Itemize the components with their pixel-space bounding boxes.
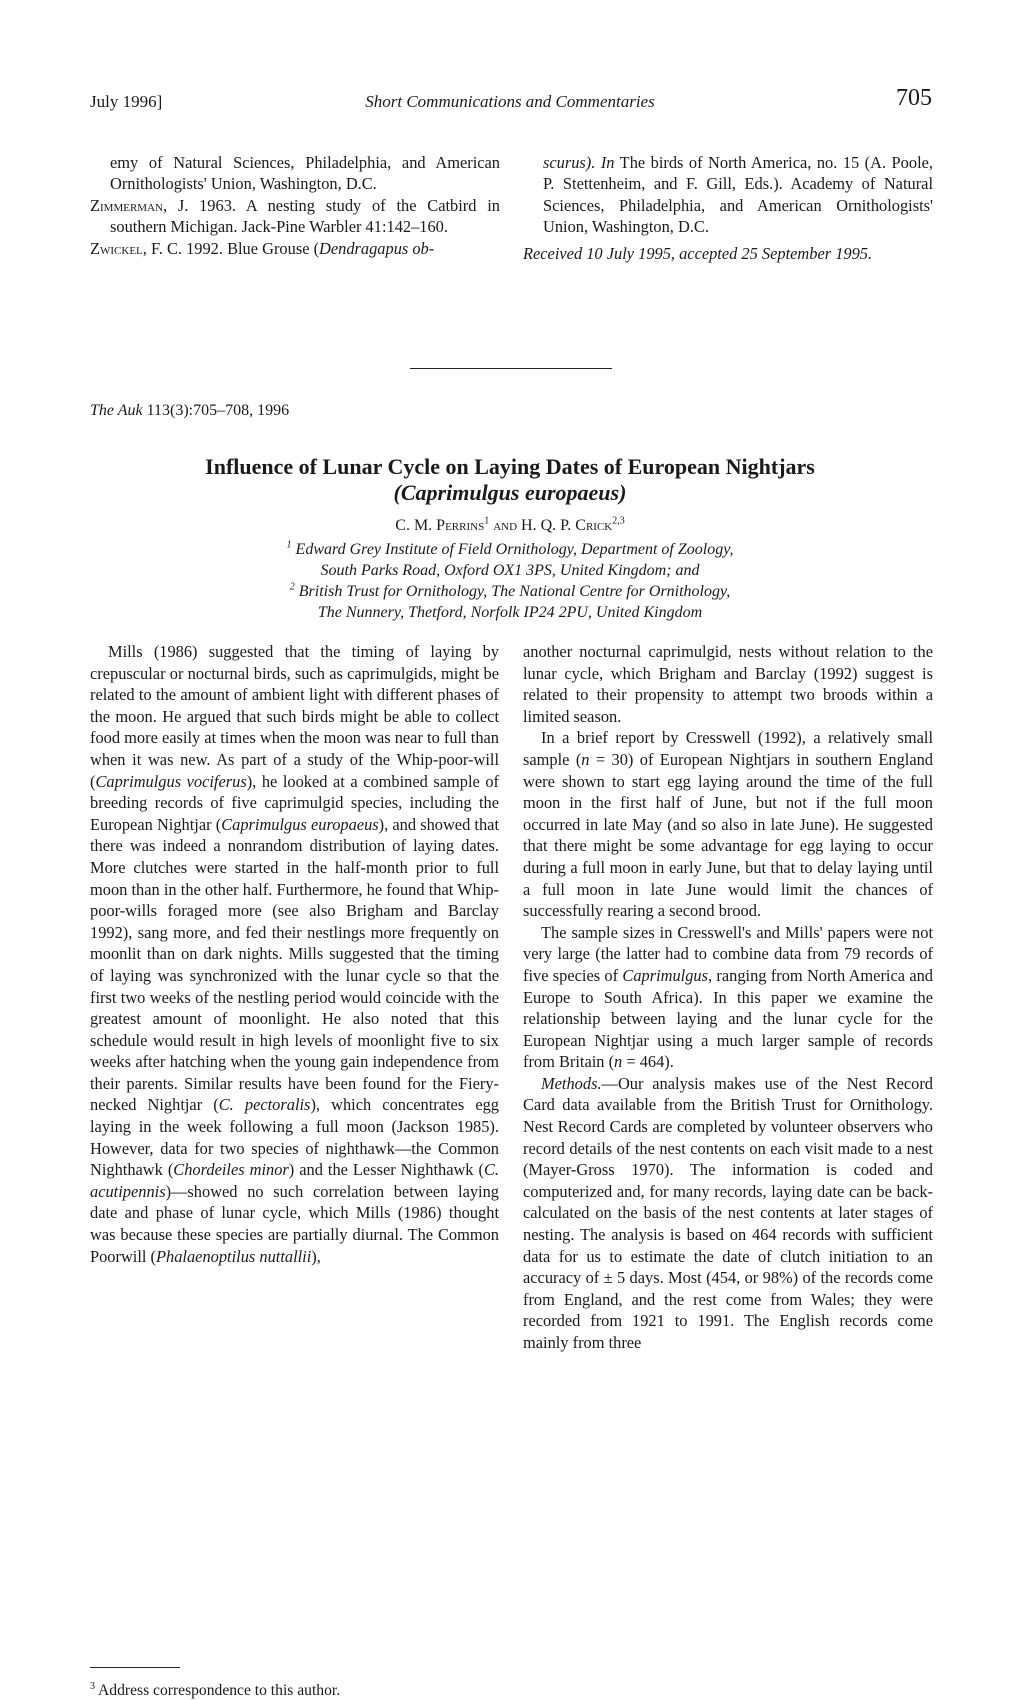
body-right-column — [523, 641, 933, 1354]
title-line-1: Influence of Lunar Cycle on Laying Dates of European Nightjars — [205, 454, 815, 479]
reference-zwickel: Zwickel, F. C. 1992. Blue Grouse (Dendragapus ob- — [90, 238, 435, 258]
affiliation-2-address: The Nunnery, Thetford, Norfolk IP24 2PU, United Kingdom — [317, 604, 703, 621]
author-perrins: C. M. Perrins — [395, 517, 485, 534]
paragraph: another nocturnal caprimulgid, nests without relation to the lunar cycle, which Brigham and Barclay (1992) suggest is related to their propensity to attempt two broods within a limited season. — [523, 642, 933, 726]
body-left-column — [90, 641, 499, 1267]
received-date: Received 10 July 1995, accepted 25 September 1995. — [523, 243, 873, 263]
citation-line: The Auk 113(3):705–708, 1996 — [90, 402, 290, 419]
reference-zimmerman: Zimmerman, J. 1963. A nesting study of the Catbird in southern Michigan. Jack-Pine Warbler 41:142–160. — [90, 195, 500, 237]
author-crick: H. Q. P. Crick — [521, 517, 613, 534]
paragraph: In a brief report by Cresswell (1992), a relatively small sample (n = 30) of European Nightjars in southern England were shown to start egg laying around the time of the full moon in the first half of June, but not if the full moon occurred in late May (and so also in late June). He suggested that there might be some advantage for egg laying to occur during a full moon in early June, but that to delay laying until a full moon in late June would limit the chances of successfully rearing a second brood. — [523, 728, 933, 921]
title-line-2: (Caprimulgus europaeus) — [393, 480, 627, 505]
footnote: $^3$ Address correspondence to this author. — [90, 1680, 341, 1699]
reference-continuation: emy of Natural Sciences, Philadelphia, and American Ornithologists' Union, Washington, D.C. — [110, 153, 500, 194]
references-left — [90, 152, 500, 259]
paragraph: Mills (1986) suggested that the timing of laying by crepuscular or nocturnal birds, such as caprimulgids, might be related to the amount of ambient light with different phases of the moon. He argued that such birds might be able to collect food more easily at times when the moon was near to full than when it was new. As part of a study of the Whip-poor-will (Caprimulgus vociferus), he looked at a combined sample of breeding records of five caprimulgid species, including the European Nightjar (Caprimulgus europaeus), and showed that there was indeed a nonrandom distribution of laying dates. More clutches were started in the half-month prior to full moon than in the other half. Furthermore, he found that Whip-poor-wills foraged more (see also Brigham and Barclay 1992), sang more, and fed their nestlings more frequently on moonlit than on dark nights. Mills suggested that the timing of laying was synchronized with the lunar cycle so that the first two weeks of the nestling period would coincide with the greatest amount of moonlight. He also noted that this schedule would result in high levels of moonlight five to six weeks after hatching when the young gain independence from their parents. Similar results have been found for the Fiery-necked Nightjar (C. pectoralis), which concentrates egg laying in the week following a full moon (Jackson 1985). However, data for two species of nighthawk—the Common Nighthawk (Chordeiles minor) and the Lesser Nighthawk (C. acutipennis)—showed no such correlation between laying date and phase of lunar cycle, which Mills (1986) thought was because these species are partially diurnal. The Common Poorwill (Phalaenoptilus nuttallii), — [90, 642, 500, 1266]
paragraph: The sample sizes in Cresswell's and Mills' papers were not very large (the latter had to combine data from 79 records of five species of Caprimulgus, ranging from North America and Europe to South Africa). In this paper we examine the relationship between laying and the lunar cycle for the European Nightjar using a much larger sample of records from Britain (n = 464). — [523, 922, 933, 1072]
affiliation-1-address: South Parks Road, Oxford OX1 3PS, United Kingdom; and — [320, 562, 700, 579]
section-divider — [410, 368, 612, 369]
article-title — [0, 454, 1020, 506]
footnote-rule — [90, 1667, 180, 1668]
references-right — [523, 152, 933, 264]
affiliation-1: $^1$ Edward Grey Institute of Field Ornithology, Department of Zoology, — [286, 539, 734, 558]
author-list: C. M. Perrins$^1$ and H. Q. P. Crick$^{2,3}$ — [395, 515, 625, 534]
paragraph: Methods.—Our analysis makes use of the Nest Record Card data available from the British Trust for Ornithology. Nest Record Cards are completed by volunteer observers who record details of the nest contents on each visit made to a nest (Mayer-Gross 1970). The information is coded and computerized and, for many records, laying date can be back-calculated on the basis of the nest contents at later stages of nesting. The analysis is based on 464 records with sufficient data for us to estimate the date of clutch initiation to an accuracy of ± 5 days. Most (454, or 98%) of the records come from England, and the rest come from Wales; they were recorded from 1921 to 1991. The English records come mainly from three — [523, 1073, 933, 1352]
reference-zwickel-continued: scurus). In The birds of North America, no. 15 (A. Poole, P. Stettenheim, and F. Gill, Eds.). Academy of Natural Sciences, Philadelphia, and American Ornithologists' Union, Washington, D.C. — [543, 153, 933, 237]
affiliation-2: $^2$ British Trust for Ornithology, The National Centre for Ornithology, — [289, 581, 731, 600]
page-number: 705 — [896, 85, 932, 111]
running-header-section: Short Communications and Commentaries — [365, 92, 655, 111]
affiliations — [0, 539, 1020, 623]
running-header-date: July 1996] — [90, 92, 163, 111]
